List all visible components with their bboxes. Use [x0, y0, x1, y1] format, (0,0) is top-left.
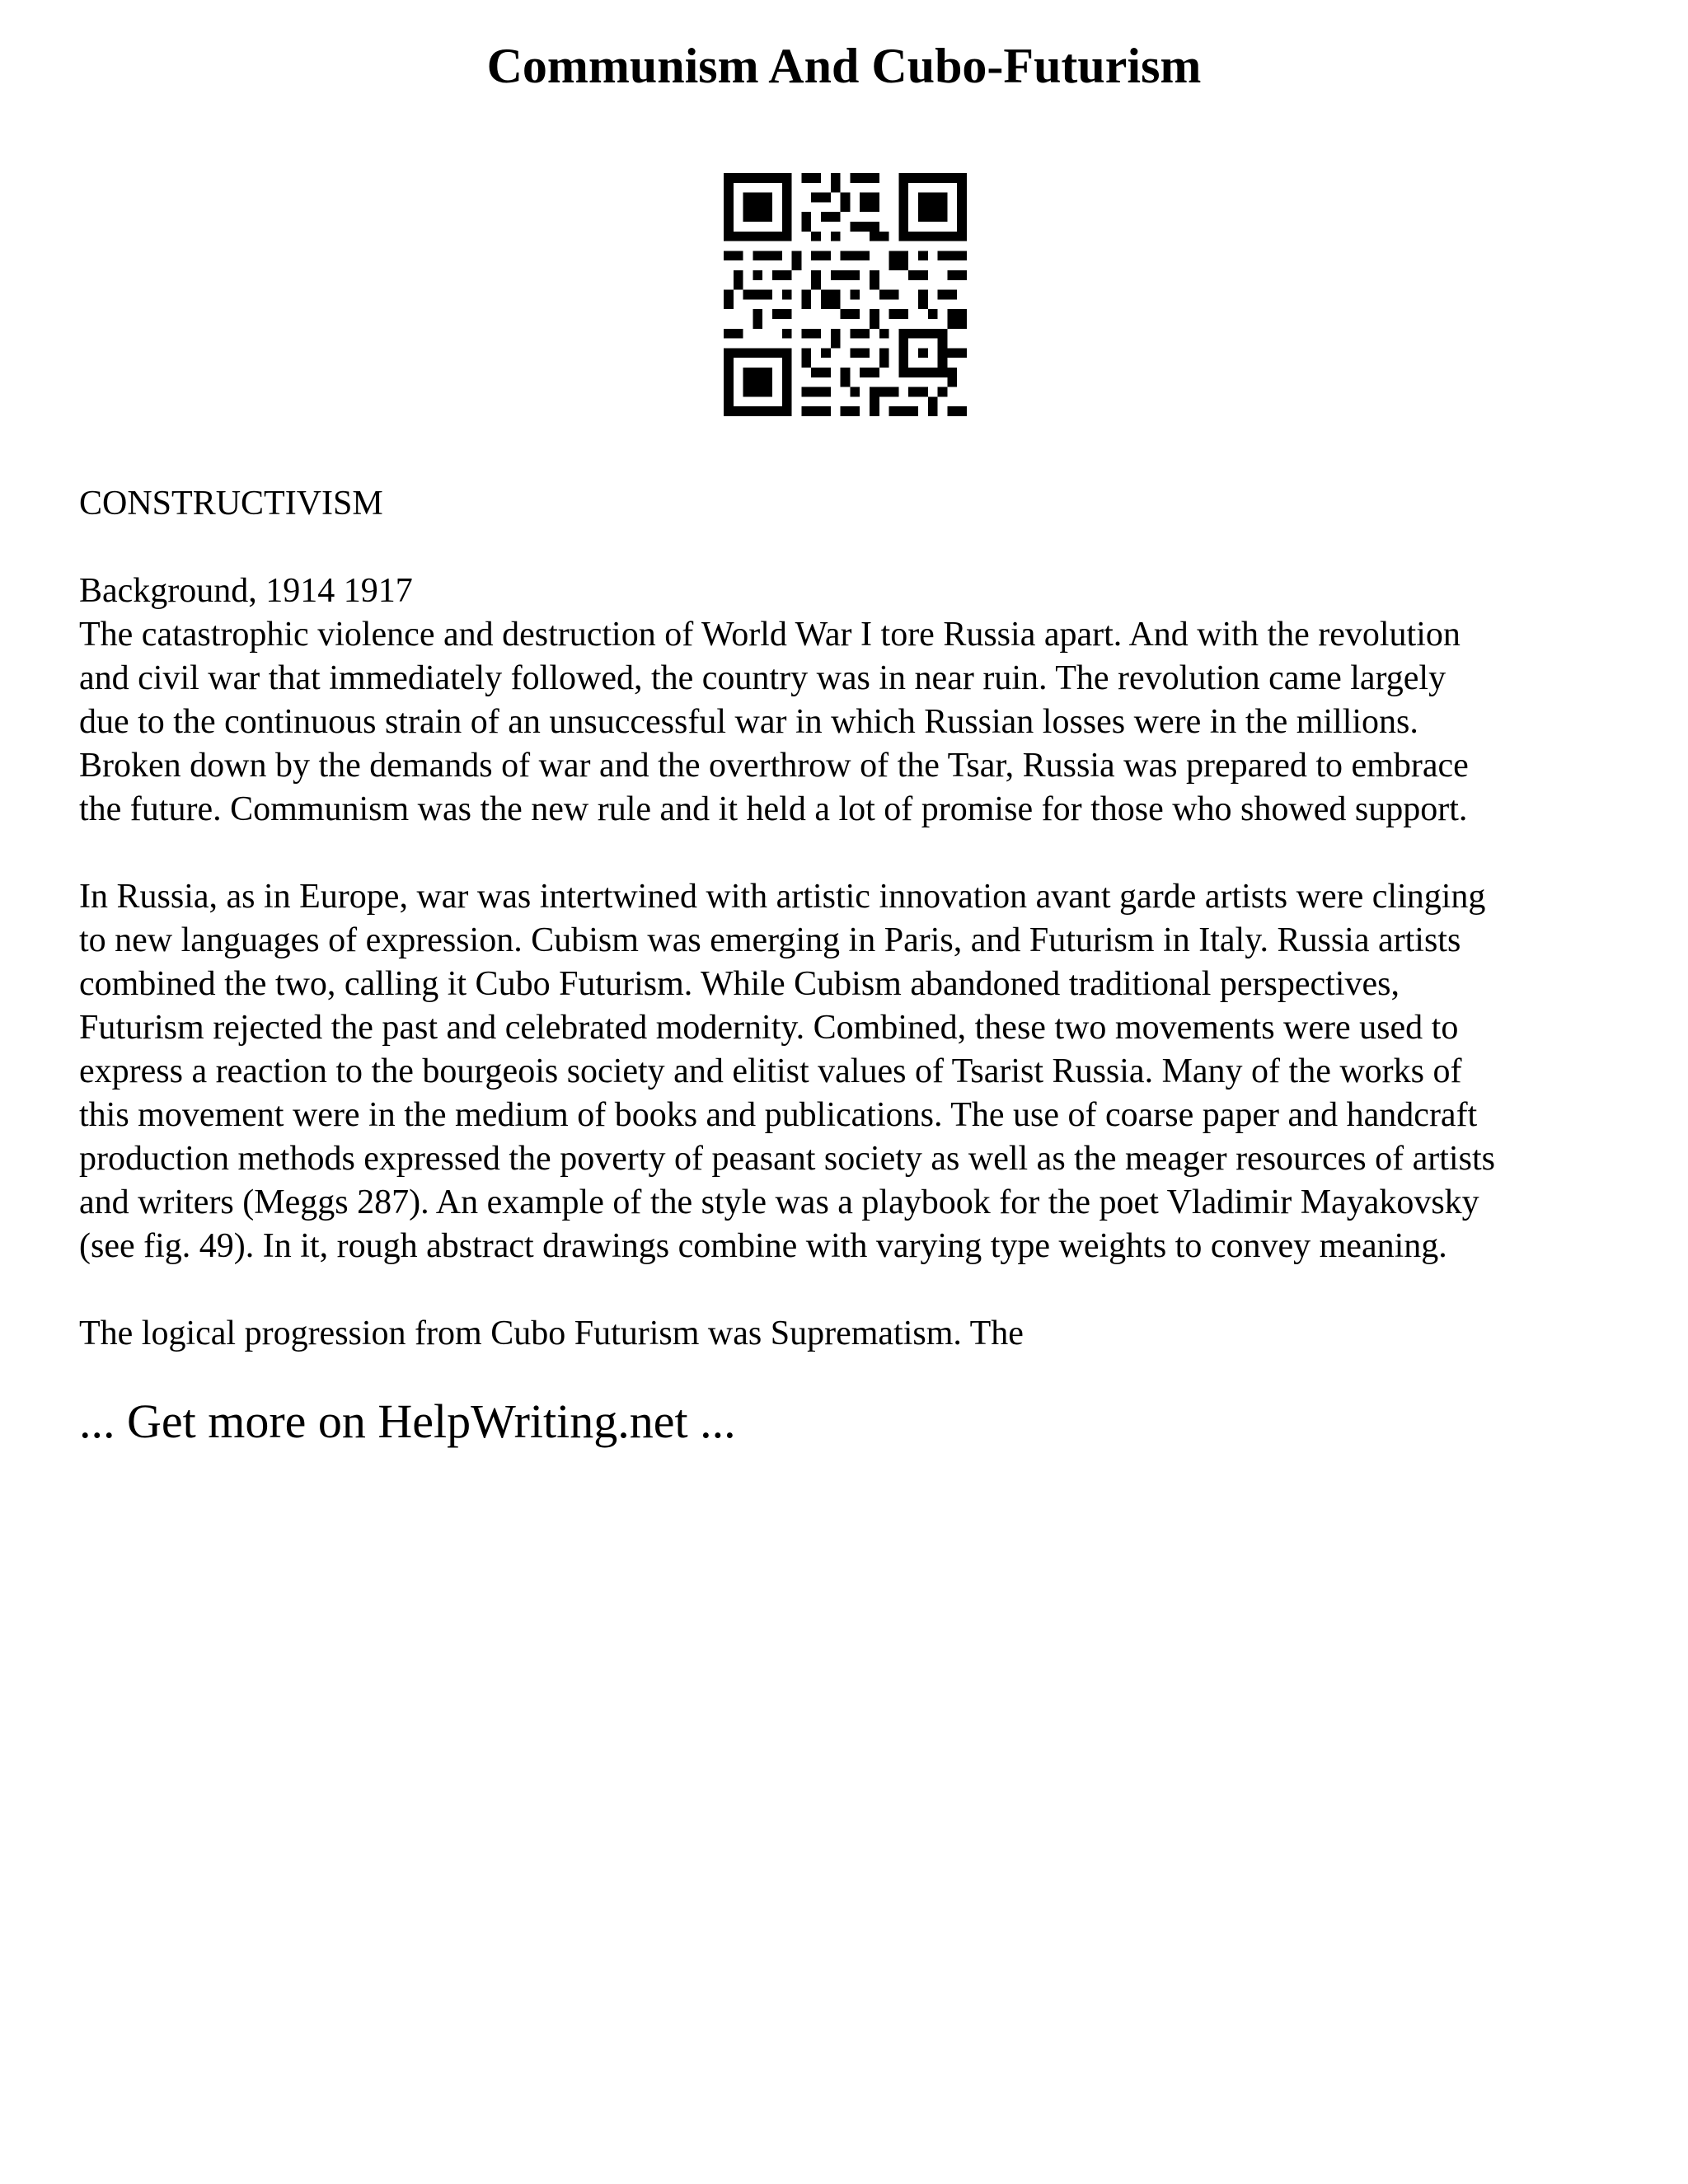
paragraph: The logical progression from Cubo Futurism was Suprematism. The: [79, 1315, 1024, 1352]
paragraph: The catastrophic violence and destruction of World War I tore Russia apart. And with the revolution and civil war that immediately followed, the country was in near ruin. The revolution came largely due to the continuous strain of an unsuccessful war in which Russian losses were in the millions. Broken down by the demands of war and the overthrow of the Tsar, Russia was prepared to embrace the future. Communism was the new rule and it held a lot of promise for those who showed support.: [79, 616, 1469, 828]
get-more-link[interactable]: ... Get more on HelpWriting.net ...: [79, 1394, 736, 1448]
section-heading: CONSTRUCTIVISM: [79, 485, 383, 523]
document-body: [79, 482, 1629, 1399]
qr-code-icon[interactable]: [724, 173, 967, 416]
section-subheading: Background, 1914 1917: [79, 572, 413, 610]
paragraph: In Russia, as in Europe, war was intertwined with artistic innovation avant garde artists were clinging to new languages of expression. Cubism was emerging in Paris, and Futurism in Italy. Russia artists combined the two, calling it Cubo Futurism. While Cubism abandoned traditional perspectives, Futurism rejected the past and celebrated modernity. Combined, these two movements were used to express a reaction to the bourgeois society and elitist values of Tsarist Russia. Many of the works of this movement were in the medium of books and publications. The use of coarse paper and handcraft production methods expressed the poverty of peasant society as well as the meager resources of artists and writers (Meggs 287). An example of the style was a playbook for the poet Vladimir Mayakovsky (see fig. 49). In it, rough abstract drawings combine with varying type weights to convey meaning.: [79, 878, 1495, 1265]
document-title: Communism And Cubo-Futurism: [486, 39, 1202, 93]
